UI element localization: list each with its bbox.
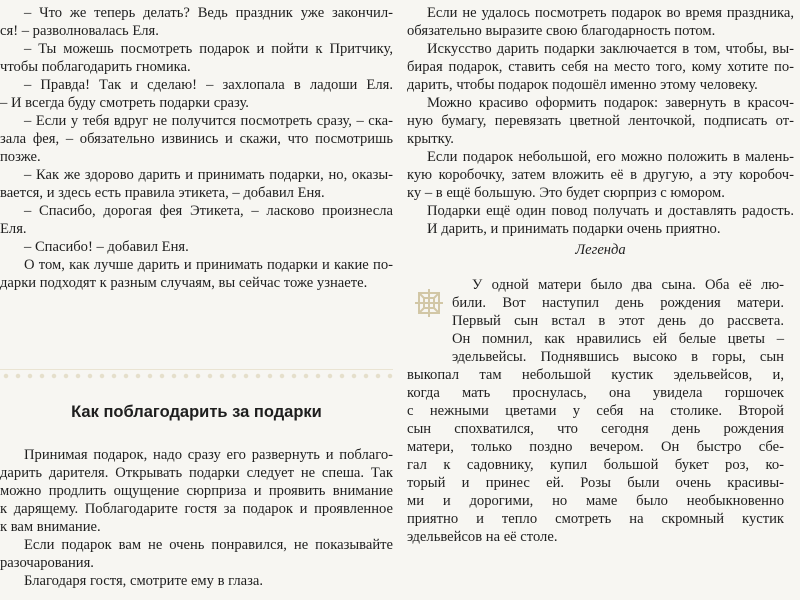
section-heading: Как поблагодарить за подарки <box>71 403 322 421</box>
text-line: когда мать проснулась, она увидела горшочек <box>407 385 784 401</box>
text-line: Он помнил, как нравились ей белые цветы – <box>452 331 784 347</box>
text-line: гал к садовнику, купил большой букет роз, ко- <box>407 457 784 473</box>
text-line: бирая подарок, ставить себя на место того, кому хотите по- <box>407 59 794 75</box>
text-line: – Если у тебя вдруг не получится посмотреть сразу, – ска- <box>24 113 393 129</box>
text-line: О том, как лучше дарить и принимать подарки и какие по- <box>24 257 393 273</box>
text-line: – Спасибо! – добавил Еня. <box>24 239 189 255</box>
text-line: позже. <box>0 149 41 165</box>
text-line: разочарования. <box>0 555 94 571</box>
text-line: дарить дарителя. Открывать подарки следует не спеша. Так <box>0 465 393 481</box>
text-line: У одной матери было два сына. Оба её лю- <box>472 277 784 293</box>
text-line: сын спохватился, что сегодня день рождения <box>407 421 784 437</box>
text-line: к дарящему. Поблагодарите гостя за подарок и проявленное <box>0 501 393 517</box>
text-line: – Что же теперь делать? Ведь праздник уже закончил- <box>24 5 393 21</box>
text-line: можно продлить ощущение сюрприза и проявить внимание <box>0 483 393 499</box>
text-line: эдельвейсов на её столе. <box>407 529 558 545</box>
text-line: эдельвейсы. Поднявшись высоко в горы, сын <box>452 349 784 365</box>
text-line: Можно красиво оформить подарок: завернуть в красоч- <box>427 95 794 111</box>
text-line: чтобы поблагодарить гномика. <box>0 59 191 75</box>
legend-title: Легенда <box>575 242 626 258</box>
text-line: ную бумагу, перевязать цветной ленточкой, подписать от- <box>407 113 794 129</box>
text-line: Если не удалось посмотреть подарок во время праздника, <box>427 5 794 21</box>
ornament-divider <box>0 370 393 382</box>
text-line: Принимая подарок, надо сразу его развернуть и поблаго- <box>24 447 393 463</box>
text-line: выкопал там небольшой кустик эдельвейсов, и, <box>407 367 784 383</box>
text-line: торый и принес ей. Розы были очень красивы- <box>407 475 784 491</box>
text-line: обязательно выразите свою благодарность потом. <box>407 23 716 39</box>
text-line: вается, и здесь есть правила этикета, – добавил Еня. <box>0 185 325 201</box>
text-line: приятно и тепло смотреть на скромный кустик <box>407 511 784 527</box>
text-line: ми и дорогими, но маме было необыкновенно <box>407 493 784 509</box>
text-line: И дарить, и принимать подарки очень приятно. <box>427 221 721 237</box>
text-line: Подарки ещё один повод получать и доставлять радость. <box>427 203 794 219</box>
text-line: крытку. <box>407 131 454 147</box>
text-line: – И всегда буду смотреть подарки сразу. <box>0 95 249 111</box>
text-line: – Правда! Так и сделаю! – захлопала в ладоши Еля. <box>24 77 393 93</box>
text-line: кую коробочку, затем вложить её в другую, а эту коробоч- <box>407 167 794 183</box>
text-line: Если подарок небольшой, его можно положить в малень- <box>427 149 794 165</box>
text-line: ся! – разволновалась Еля. <box>0 23 159 39</box>
text-line: – Спасибо, дорогая фея Этикета, – ласково произнесла <box>24 203 393 219</box>
text-line: матери, только поздно вечером. Он быстро сбе- <box>407 439 784 455</box>
text-line: дарить, чтобы подарок подошёл именно этому человеку. <box>407 77 758 93</box>
text-line: Благодаря гостя, смотрите ему в глаза. <box>24 573 264 589</box>
text-line: Первый сын встал в этот день до рассвета. <box>452 313 784 329</box>
text-line: ку – в ещё большую. Это будет сюрприз с юмором. <box>407 185 725 201</box>
text-line: – Ты можешь посмотреть подарок и пойти к Притчику, <box>24 41 393 57</box>
text-line: били. Вот наступил день рождения матери. <box>452 295 784 311</box>
celtic-knot-icon <box>414 288 444 318</box>
text-line: Если подарок вам не очень понравился, не показывайте <box>24 537 393 553</box>
text-line: – Как же здорово дарить и принимать подарки, но, оказы- <box>24 167 393 183</box>
text-line: с нежными цветами у себя на столике. Второй <box>407 403 784 419</box>
text-line: Еля. <box>0 221 27 237</box>
text-line: к вам внимание. <box>0 519 101 535</box>
text-line: зала фея, – обязательно извинись и скажи, что посмотришь <box>0 131 393 147</box>
text-line: Искусство дарить подарки заключается в том, чтобы, вы- <box>427 41 794 57</box>
text-line: дарки подходят к разным случаям, вы сейчас тоже узнаете. <box>0 275 368 291</box>
